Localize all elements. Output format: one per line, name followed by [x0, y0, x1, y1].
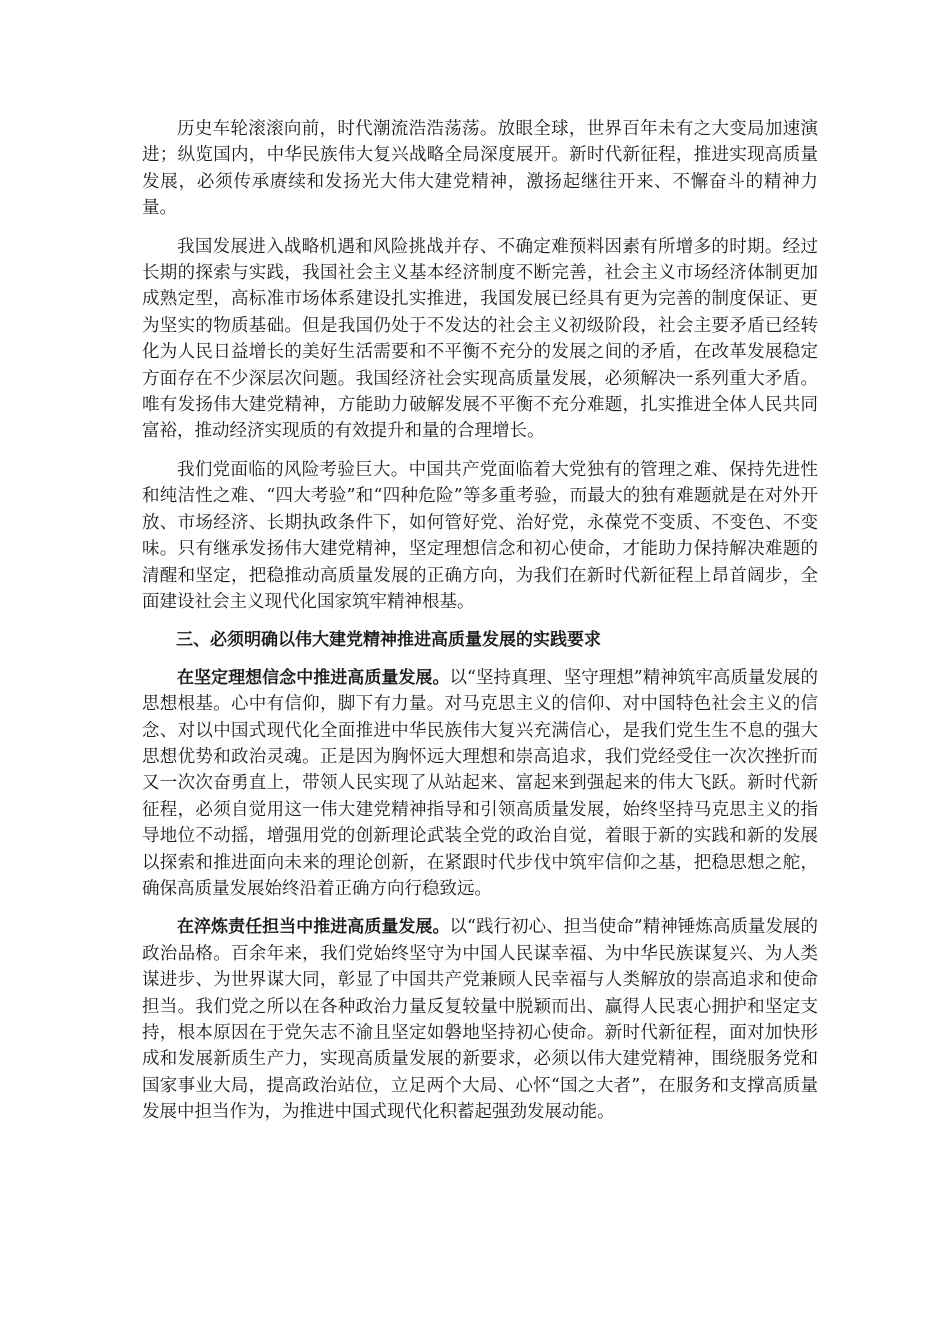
subsection-ideals-body: 以“坚持真理、坚守理想”精神筑牢高质量发展的思想根基。心中有信仰，脚下有力量。对马克思主义的信仰、对中国特色社会主义的信念、对以中国式现代化全面推进中华民族伟大复兴充满信心，是我们党生生不息的强大思想优势和政治灵魂。正是因为胸怀远大理想和崇高追求，我们党经受住一次次挫折而又一次次奋勇直上，带领人民实现了从站起来、富起来到强起来的伟大飞跃。新时代新征程，必须自觉用这一伟大建党精神指导和引领高质量发展，始终坚持马克思主义的指导地位不动摇，增强用党的创新理论武装全党的政治自觉，着眼于新的实践和新的发展以探索和推进面向未来的理论创新，在紧跟时代步伐中筑牢信仰之基，把稳思想之舵，确保高质量发展始终沿着正确方向行稳致远。 [142, 667, 818, 899]
section-heading: 三、必须明确以伟大建党精神推进高质量发展的实践要求 [176, 630, 601, 651]
subsection-responsibility [142, 914, 818, 1125]
paragraph-intro: 历史车轮滚滚向前，时代潮流浩浩荡荡。放眼全球，世界百年未有之大变局加速演进；纵览国内，中华民族伟大复兴战略全局深度展开。新时代新征程，推进实现高质量发展，必须传承赓续和发扬光大伟大建党精神，激扬起继往开来、不懈奋斗的精神力量。 [142, 119, 818, 219]
subsection-ideals [142, 665, 818, 903]
document-page [142, 116, 818, 1138]
subsection-responsibility-body: 以“践行初心、担当使命”精神锤炼高质量发展的政治品格。百余年来，我们党始终坚守为中国人民谋幸福、为中华民族谋复兴、为人类谋进步、为世界谋大同，彰显了中国共产党兼顾人民幸福与人类解放的崇高追求和使命担当。我们党之所以在各种政治力量反复较量中脱颖而出、赢得人民衷心拥护和坚定支持，根本原因在于党矢志不渝且坚定如磐地坚持初心使命。新时代新征程，面对加快形成和发展新质生产力，实现高质量发展的新要求，必须以伟大建党精神，围绕服务党和国家事业大局，提高政治站位，立足两个大局、心怀“国之大者”，在服务和支撑高质量发展中担当作为，为推进中国式现代化积蓄起强劲发展动能。 [142, 917, 818, 1123]
subsection-responsibility-lead: 在淬炼责任担当中推进高质量发展。 [177, 917, 450, 938]
subsection-ideals-lead: 在坚定理想信念中推进高质量发展。 [177, 667, 450, 688]
paragraph-party-challenges: 我们党面临的风险考验巨大。中国共产党面临着大党独有的管理之难、保持先进性和纯洁性之难、“四大考验”和“四种危险”等多重考验，而最大的独有难题就是在对外开放、市场经济、长期执政条件下，如何管好党、治好党，永葆党不变质、不变色、不变味。只有继承发扬伟大建党精神，坚定理想信念和初心使命，才能助力保持解决难题的清醒和坚定，把稳推动高质量发展的正确方向，为我们在新时代新征程上昂首阔步，全面建设社会主义现代化国家筑牢精神根基。 [142, 459, 818, 612]
paragraph-development-context: 我国发展进入战略机遇和风险挑战并存、不确定难预料因素有所增多的时期。经过长期的探索与实践，我国社会主义基本经济制度不断完善，社会主义市场经济体制更加成熟定型，高标准市场体系建设扎实推进，我国发展已经具有更为完善的制度保证、更为坚实的物质基础。但是我国仍处于不发达的社会主义初级阶段，社会主要矛盾已经转化为人民日益增长的美好生活需要和不平衡不充分的发展之间的矛盾，在改革发展稳定方面存在不少深层次问题。我国经济社会实现高质量发展，必须解决一系列重大矛盾。唯有发扬伟大建党精神，方能助力破解发展不平衡不充分难题，扎实推进全体人民共同富裕，推动经济实现质的有效提升和量的合理增长。 [142, 236, 818, 442]
